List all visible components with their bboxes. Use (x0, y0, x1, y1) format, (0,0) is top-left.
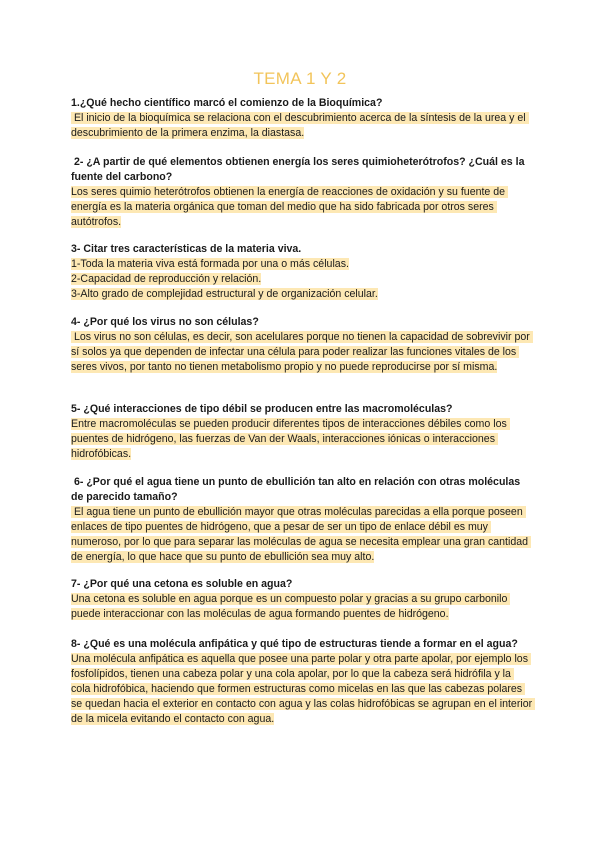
answer-3-list (71, 257, 533, 302)
answer-4: Los virus no son células, es decir, son acelulares porque no tienen la capacidad de sobrevivir por sí solos ya que dependen de infectar una célula para poder realizar las funciones vitales de los seres vivos, por tanto no tienen metabolismo propio y no puede reproducirse por sí misma. (71, 331, 533, 373)
answer-8: Una molécula anfipática es aquella que posee una parte polar y otra parte apolar, por ejemplo los fosfolípidos, tienen una cabeza polar y una cola apolar, por lo que la cabeza será hidrófila y la cola hidrofóbica, haciendo que formen estructuras como micelas en las que las cabezas polares se quedan hacia el exterior en contacto con agua y las colas hidrofóbicas se agrupan en el interior de la micela evitando el contacto con agua. (71, 653, 536, 725)
question-3: 3- Citar tres características de la materia viva. (71, 243, 302, 255)
question-7: 7- ¿Por qué una cetona es soluble en agua? (71, 578, 293, 590)
qa-block-3 (71, 242, 533, 302)
question-4: 4- ¿Por qué los virus no son células? (71, 316, 259, 328)
document-title: TEMA 1 Y 2 (253, 69, 347, 88)
qa-block-7 (71, 577, 533, 622)
answer-2: Los seres quimio heterótrofos obtienen la energía de reacciones de oxidación y su fuente de energía es la materia orgánica que toman del medio que ha sido fabricada por otros seres autótrofos. (71, 186, 508, 228)
qa-block-6 (71, 475, 533, 565)
answer-7: Una cetona es soluble en agua porque es un compuesto polar y gracias a su grupo carbonilo puede interaccionar con las moléculas de agua formando puentes de hidrógeno. (71, 593, 511, 620)
qa-block-2 (71, 155, 533, 230)
question-8: 8- ¿Qué es una molécula anfipática y qué tipo de estructuras tiende a formar en el agua? (71, 638, 518, 650)
question-6: 6- ¿Por qué el agua tiene un punto de ebullición tan alto en relación con otras moléculas de parecido tamaño? (71, 476, 524, 503)
question-2: 2- ¿A partir de qué elementos obtienen energía los seres quimioheterótrofos? ¿Cuál es la fuente del carbono? (71, 156, 528, 183)
answer-6: El agua tiene un punto de ebullición mayor que otras moléculas parecidas a ella porque poseen enlaces de tipo puentes de hidrógeno, que a pesar de ser un tipo de enlace débil es muy numeroso, por lo que para separar las moléculas de agua se necesita emplear una gran cantidad de energía, lo que hace que su punto de ebullición sea muy alto. (71, 506, 531, 563)
qa-block-4 (71, 315, 533, 375)
question-1: 1.¿Qué hecho científico marcó el comienzo de la Bioquímica? (71, 97, 383, 109)
answer-5: Entre macromoléculas se pueden producir diferentes tipos de interacciones débiles como los puentes de hidrógeno, las fuerzas de Van der Waals, interacciones iónicas o interacciones hidrofóbicas. (71, 418, 510, 460)
question-5: 5- ¿Qué interacciones de tipo débil se producen entre las macromoléculas? (71, 403, 453, 415)
qa-block-5 (71, 402, 533, 462)
answer-3-item-2: 2-Capacidad de reproducción y relación. (71, 273, 262, 285)
qa-block-8 (71, 637, 536, 727)
answer-3-item-3: 3-Alto grado de complejidad estructural y de organización celular. (71, 288, 378, 300)
answer-3-item-1: 1-Toda la materia viva está formada por una o más células. (71, 258, 349, 270)
answer-1: El inicio de la bioquímica se relaciona con el descubrimiento acerca de la síntesis de la urea y el descubrimiento de la primera enzima, la diastasa. (71, 112, 529, 139)
qa-block-1 (71, 96, 533, 141)
